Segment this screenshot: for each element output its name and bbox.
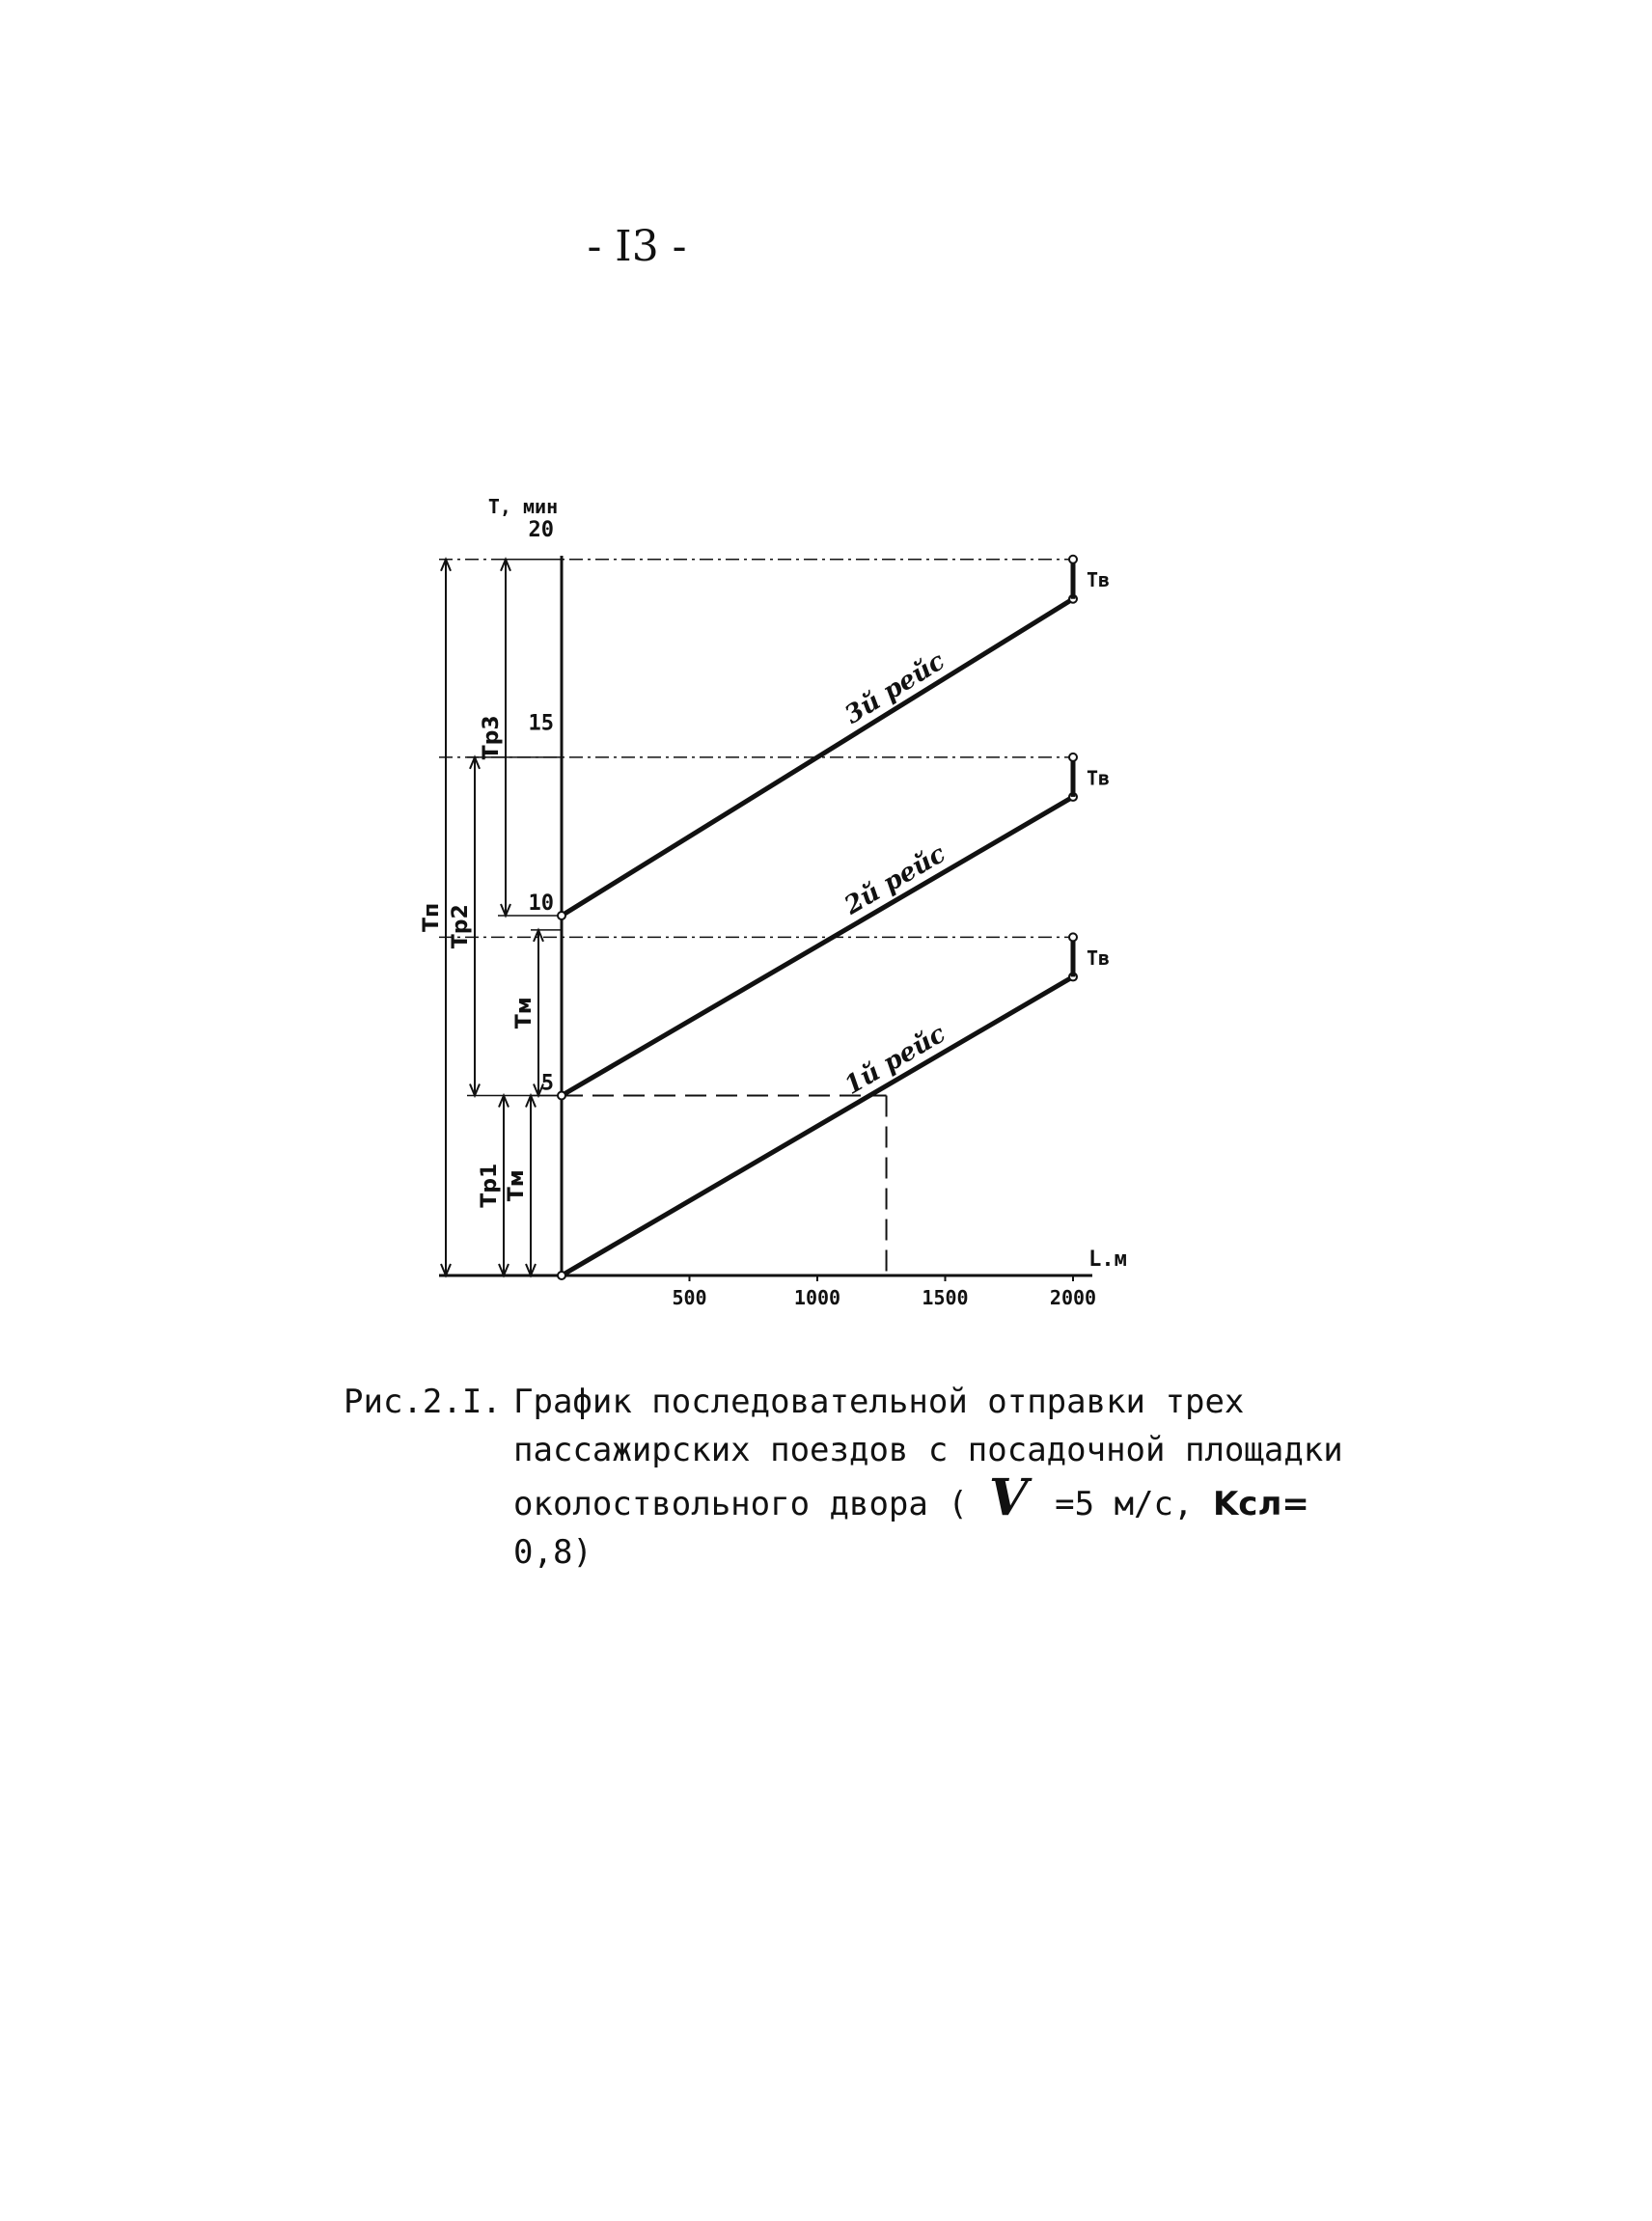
series-start-point [558, 1272, 565, 1279]
page-number: - I3 - [587, 222, 687, 271]
tv-label: Тв [1087, 568, 1111, 592]
series-lines [558, 556, 1077, 1279]
caption-text-3: околоствольного двора ( [513, 1485, 968, 1523]
tv-top-point [1069, 933, 1077, 941]
tv-label: Тв [1087, 766, 1111, 790]
y-tick-label: 10 [528, 891, 554, 916]
dimension-label: Тр1 [478, 1163, 502, 1208]
dimension-label: Тп [420, 902, 444, 932]
y-tick-label: 5 [540, 1071, 554, 1096]
k-symbol: Kсл= [1212, 1485, 1309, 1523]
dimension-brackets [420, 560, 562, 1275]
x-axis-label: L.м [1088, 1248, 1127, 1272]
y-tick-label: 15 [528, 711, 554, 736]
dimension-label: Тр2 [449, 904, 473, 949]
y-axis-label: T, мин [487, 495, 559, 518]
k-value: 0,8) [513, 1533, 592, 1572]
caption-line-2: пассажирских поездов с посадочной площадки [513, 1431, 1343, 1469]
series-start-point [558, 912, 565, 919]
tv-top-point [1069, 556, 1077, 563]
series-label: 1й рейс [840, 1019, 951, 1101]
figure-caption [344, 1378, 1405, 1577]
velocity-value: =5 м/с, [1055, 1485, 1194, 1523]
caption-line-1 [344, 1378, 1405, 1426]
series-start-point [558, 1092, 565, 1100]
x-tick-label: 2000 [1049, 1286, 1097, 1309]
series-line [562, 797, 1073, 1096]
dimension-label: Тм [512, 997, 537, 1029]
reference-lines [439, 560, 1073, 1275]
series-line [562, 976, 1073, 1275]
x-tick-label: 1000 [793, 1286, 841, 1309]
dimension-label: Тр3 [480, 715, 504, 760]
caption-text-1: График последовательной отправки трех [513, 1383, 1245, 1421]
y-tick-label: 20 [528, 518, 554, 542]
tv-label: Тв [1087, 946, 1111, 970]
chart-static-layer [439, 556, 1092, 1281]
x-tick-label: 500 [672, 1286, 707, 1309]
dimension-label: Тм [505, 1169, 529, 1202]
caption-line-3 [344, 1468, 1405, 1577]
velocity-symbol: V [988, 1468, 1029, 1527]
caption-label: Рис.2.I. [344, 1383, 502, 1421]
series-label: 2й рейс [840, 839, 951, 921]
tv-top-point [1069, 754, 1077, 761]
x-tick-label: 1500 [922, 1286, 969, 1309]
series-label: 3й рейс [840, 646, 950, 730]
